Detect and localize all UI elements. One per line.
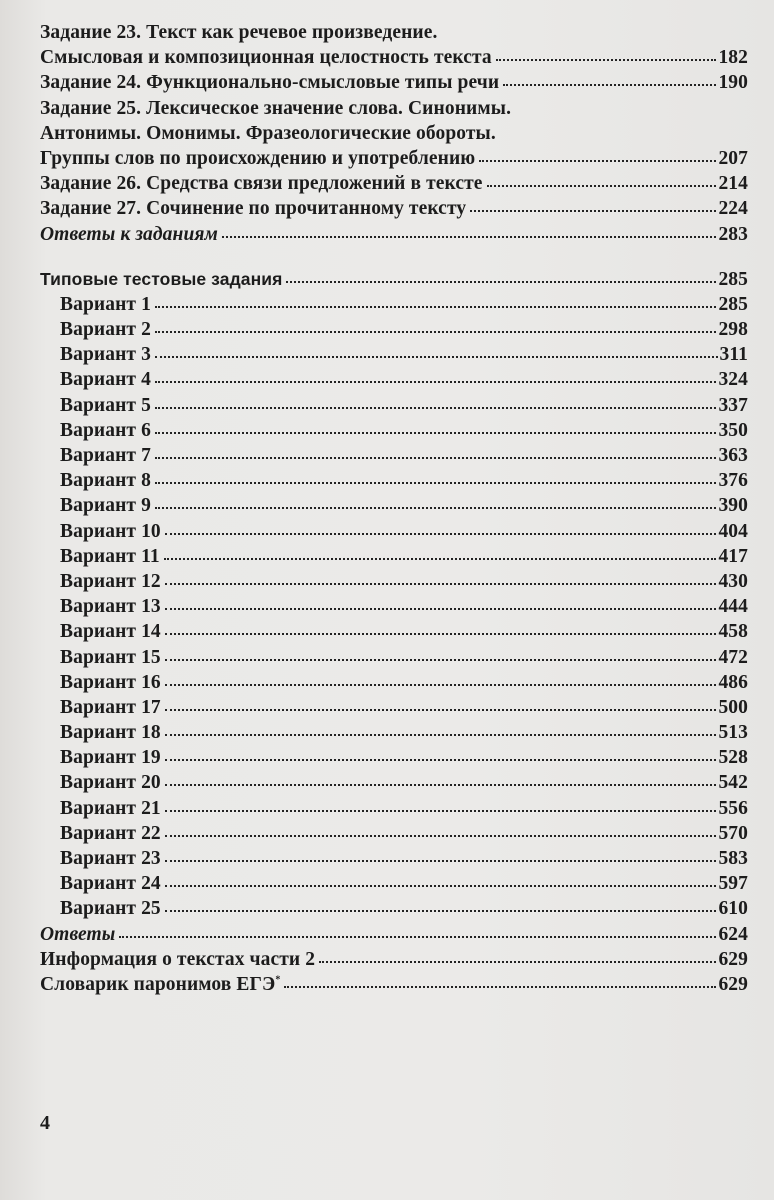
leader-dots [165,906,717,912]
toc-variant-entry [40,495,748,520]
toc-entry-title: Словарик паронимов ЕГЭ* [40,973,281,995]
toc-variant-entry [40,571,748,596]
leader-dots [155,428,717,434]
toc-variant-entry [40,898,748,923]
toc-variant-entry [40,798,748,823]
toc-entry-page: 298 [718,319,748,341]
toc-entry-title: Ответы к заданиям [40,223,219,245]
toc-entry-page: 350 [718,419,748,441]
toc-entry-page: 214 [718,173,748,195]
toc-entry-title: Вариант 14 [60,621,161,643]
leader-dots [165,755,717,761]
toc-entry-page: 583 [718,848,748,869]
leader-dots [165,856,717,862]
toc-entry-page: 311 [719,344,748,366]
toc-entry-title: Вариант 10 [60,520,161,542]
footnote-mark: * [275,974,281,986]
toc-entry-title: Задание 26. Средства связи предложений в тексте [40,173,483,195]
toc-entry-title: Вариант 9 [60,495,151,517]
toc-entry-page: 472 [718,646,748,668]
toc-variant-entry [40,470,748,495]
toc-variant-entry [40,747,748,772]
toc-entry [40,47,748,72]
toc-entry-page: 224 [718,198,748,220]
toc-entry-page: 285 [718,293,748,315]
toc-entry-title: Вариант 17 [60,696,161,718]
toc-entry-title: Вариант 11 [60,545,160,567]
toc-entry [40,198,748,223]
toc-variant-entry [40,772,748,797]
toc-variant-entry [40,647,748,672]
toc-entry-page: 542 [718,772,748,794]
toc-entry-page: 417 [718,545,748,567]
toc-entry [40,224,748,249]
leader-dots [155,352,718,358]
leader-dots [165,831,717,837]
leader-dots [284,982,716,988]
toc-entry [40,974,748,999]
toc-variant-entry [40,722,748,747]
toc-entry-page: 337 [718,394,748,416]
toc-entry-page: 285 [718,268,748,290]
toc-variant-entry [40,395,748,420]
toc-entry-title: Антонимы. Омонимы. Фразеологические обороты. [40,122,496,144]
toc-entry [40,72,748,97]
leader-dots [487,181,717,187]
leader-dots [164,554,717,560]
toc-variant-entry [40,848,748,873]
leader-dots [155,453,717,459]
toc-entry-title: Вариант 20 [60,772,161,794]
toc-entry [40,123,748,148]
toc-entry-page: 458 [718,621,748,643]
toc-entry-title: Задание 25. Лексическое значение слова. Синонимы. [40,97,512,119]
toc-entry-page: 207 [718,147,748,169]
leader-dots [155,302,717,308]
toc-entry-page: 610 [718,898,748,920]
toc-entry-page: 624 [718,923,748,945]
toc-entry-title: Вариант 23 [60,848,161,869]
toc-variant-entry [40,319,748,344]
leader-dots [165,529,717,535]
toc-entry-title: Вариант 18 [60,722,161,744]
toc-entry-title: Информация о текстах части 2 [40,948,316,970]
leader-dots [165,680,717,686]
toc-variant-entry [40,521,748,546]
toc-entry-title: Задание 23. Текст как речевое произведение. [40,22,438,43]
leader-dots [155,503,717,509]
leader-dots [155,327,717,333]
toc-entry-page: 430 [718,570,748,592]
leader-dots [470,206,716,212]
toc-entry [40,924,748,949]
leader-dots [165,780,717,786]
toc-entry-title: Вариант 19 [60,747,161,769]
toc-variant-entry [40,546,748,571]
leader-dots [222,232,716,238]
leader-dots [165,629,717,635]
leader-dots [165,881,717,887]
toc-entry-page: 528 [718,747,748,769]
toc-variant-entry [40,621,748,646]
toc-entry-page: 629 [718,948,748,970]
toc-entry-page: 500 [718,696,748,718]
toc-entry [40,22,748,47]
toc-variant-entry [40,697,748,722]
toc-variant-entry [40,873,748,898]
toc-entry-title: Вариант 3 [60,344,151,366]
toc-variant-entry [40,344,748,369]
leader-dots [165,806,717,812]
toc-entry-page: 324 [718,369,748,391]
toc-entry-title: Вариант 6 [60,419,151,441]
toc-variant-entry [40,596,748,621]
toc-entry-title: Вариант 8 [60,470,151,492]
leader-dots [496,55,717,61]
toc-entry [40,148,748,173]
toc-entry-page: 513 [718,722,748,744]
toc-entry [40,173,748,198]
toc-entry-title: Смысловая и композиционная целостность текста [40,47,492,69]
leader-dots [155,377,717,383]
toc-entry [40,98,748,123]
leader-dots [155,403,717,409]
leader-dots [319,957,716,963]
toc-entry-title: Вариант 7 [60,445,151,466]
toc-entry-title: Типовые тестовые задания [40,268,283,289]
toc-entry-title: Вариант 22 [60,822,161,844]
toc-entry-page: 404 [718,520,748,542]
toc-entry-title: Вариант 15 [60,646,161,668]
leader-dots [119,932,716,938]
leader-dots [165,655,717,661]
toc-entry-title: Вариант 24 [60,873,161,895]
toc-variant-entry [40,445,748,470]
toc-entry-title: Вариант 21 [60,797,161,819]
toc-entry-title: Вариант 1 [60,293,151,315]
toc-entry-page: 556 [718,797,748,819]
toc-variant-entry [40,369,748,394]
toc-entry-title: Задание 27. Сочинение по прочитанному тексту [40,198,467,220]
leader-dots [155,478,717,484]
toc-entry-page: 376 [718,470,748,492]
toc-variant-entry [40,420,748,445]
toc-entry-page: 597 [718,873,748,895]
toc-entry-title: Ответы [40,923,116,945]
toc-entry-page: 390 [718,495,748,517]
toc-variant-entry [40,672,748,697]
toc-entry-page: 444 [718,596,748,618]
toc-section-heading [40,269,748,294]
toc-variant-entry [40,823,748,848]
leader-dots [165,604,717,610]
toc-entry-page: 190 [718,72,748,94]
page-number: 4 [40,1112,50,1134]
toc-entry-page: 629 [718,973,748,995]
leader-dots [286,277,716,283]
toc-entry-title: Вариант 5 [60,394,151,416]
toc-entry-title: Вариант 16 [60,671,161,693]
leader-dots [479,156,716,162]
toc-variant-entry [40,294,748,319]
toc-entry [40,949,748,974]
leader-dots [165,705,717,711]
toc-entry-page: 283 [718,223,748,245]
table-of-contents [40,22,748,999]
leader-dots [165,579,717,585]
toc-entry-page: 182 [718,47,748,69]
toc-entry-page: 486 [718,671,748,693]
toc-entry-page: 570 [718,822,748,844]
toc-entry-title: Вариант 12 [60,570,161,592]
leader-dots [165,730,717,736]
toc-entry-page: 363 [718,445,748,466]
toc-entry-title: Вариант 2 [60,319,151,341]
toc-entry-title: Группы слов по происхождению и употреблению [40,147,476,169]
toc-entry-title: Вариант 13 [60,596,161,618]
toc-entry-title: Вариант 4 [60,369,151,391]
toc-entry-title: Задание 24. Функционально-смысловые типы речи [40,72,500,94]
variant-list [40,294,748,924]
leader-dots [503,80,716,86]
toc-entry-title: Вариант 25 [60,898,161,920]
